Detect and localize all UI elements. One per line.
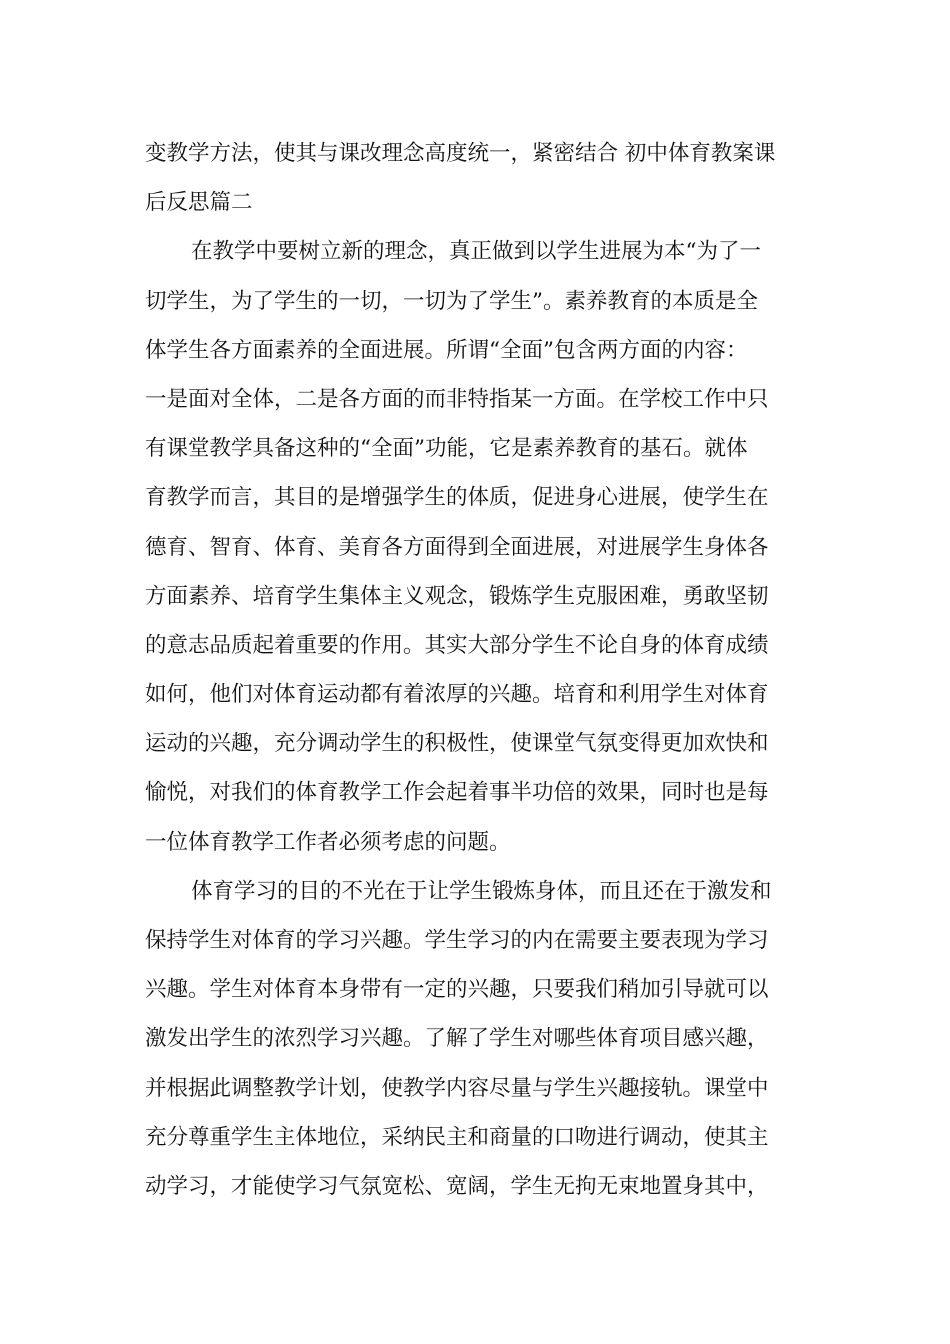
text-line: 充分尊重学生主体地位，采纳民主和商量的口吻进行调动，使其主 [145,1124,769,1150]
text-line: 如何，他们对体育运动都有着浓厚的兴趣。培育和利用学生对体育 [145,682,769,708]
text-line: 并根据此调整教学计划，使教学内容尽量与学生兴趣接轨。课堂中 [145,1075,769,1101]
text-line: 后反思篇二 [145,190,253,216]
text-line: 运动的兴趣，充分调动学生的积极性，使课堂气氛变得更加欢快和 [145,731,769,757]
text-line: 一是面对全体，二是各方面的而非特指某一方面。在学校工作中只 [145,386,769,412]
text-line: 有课堂教学具备这种的“全面”功能，它是素养教育的基石。就体 [145,436,748,462]
text-line: 育教学而言，其目的是增强学生的体质，促进身心进展，使学生在 [145,485,769,511]
text-line: 保持学生对体育的学习兴趣。学生学习的内在需要主要表现为学习 [145,928,769,953]
text-line: 体学生各方面素养的全面进展。所谓“全面”包含两方面的内容： [145,337,748,363]
text-line: 切学生，为了学生的一切，一切为了学生”。素养教育的本质是全 [145,288,758,314]
text-line: 的意志品质起着重要的作用。其实大部分学生不论自身的体育成绩 [145,632,769,658]
body-text [145,129,810,1211]
text-line: 兴趣。学生对体育本身带有一定的兴趣，只要我们稍加引导就可以 [145,977,769,1003]
text-line: 一位体育教学工作者必须考虑的问题。 [145,829,511,855]
text-line: 愉悦，对我们的体育教学工作会起着事半功倍的效果，同时也是每 [145,780,769,806]
text-line: 激发出学生的浓烈学习兴趣。了解了学生对哪些体育项目感兴趣， [145,1026,769,1052]
text-line: 方面素养、培育学生集体主义观念，锻炼学生克服困难，勇敢坚韧 [145,583,769,609]
paragraph-start-line: 在教学中要树立新的理念，真正做到以学生进展为本“为了一 [191,239,761,265]
paragraph-start-line: 体育学习的目的不光在于让学生锻炼身体，而且还在于激发和 [191,878,772,904]
text-line: 变教学方法，使其与课改理念高度统一，紧密结合 初中体育教案课 [145,141,776,166]
text-line: 德育、智育、体育、美育各方面得到全面进展，对进展学生身体各 [145,534,769,560]
text-line: 动学习，才能使学习气氛宽松、宽阔，学生无拘无束地置身其中， [145,1173,769,1199]
